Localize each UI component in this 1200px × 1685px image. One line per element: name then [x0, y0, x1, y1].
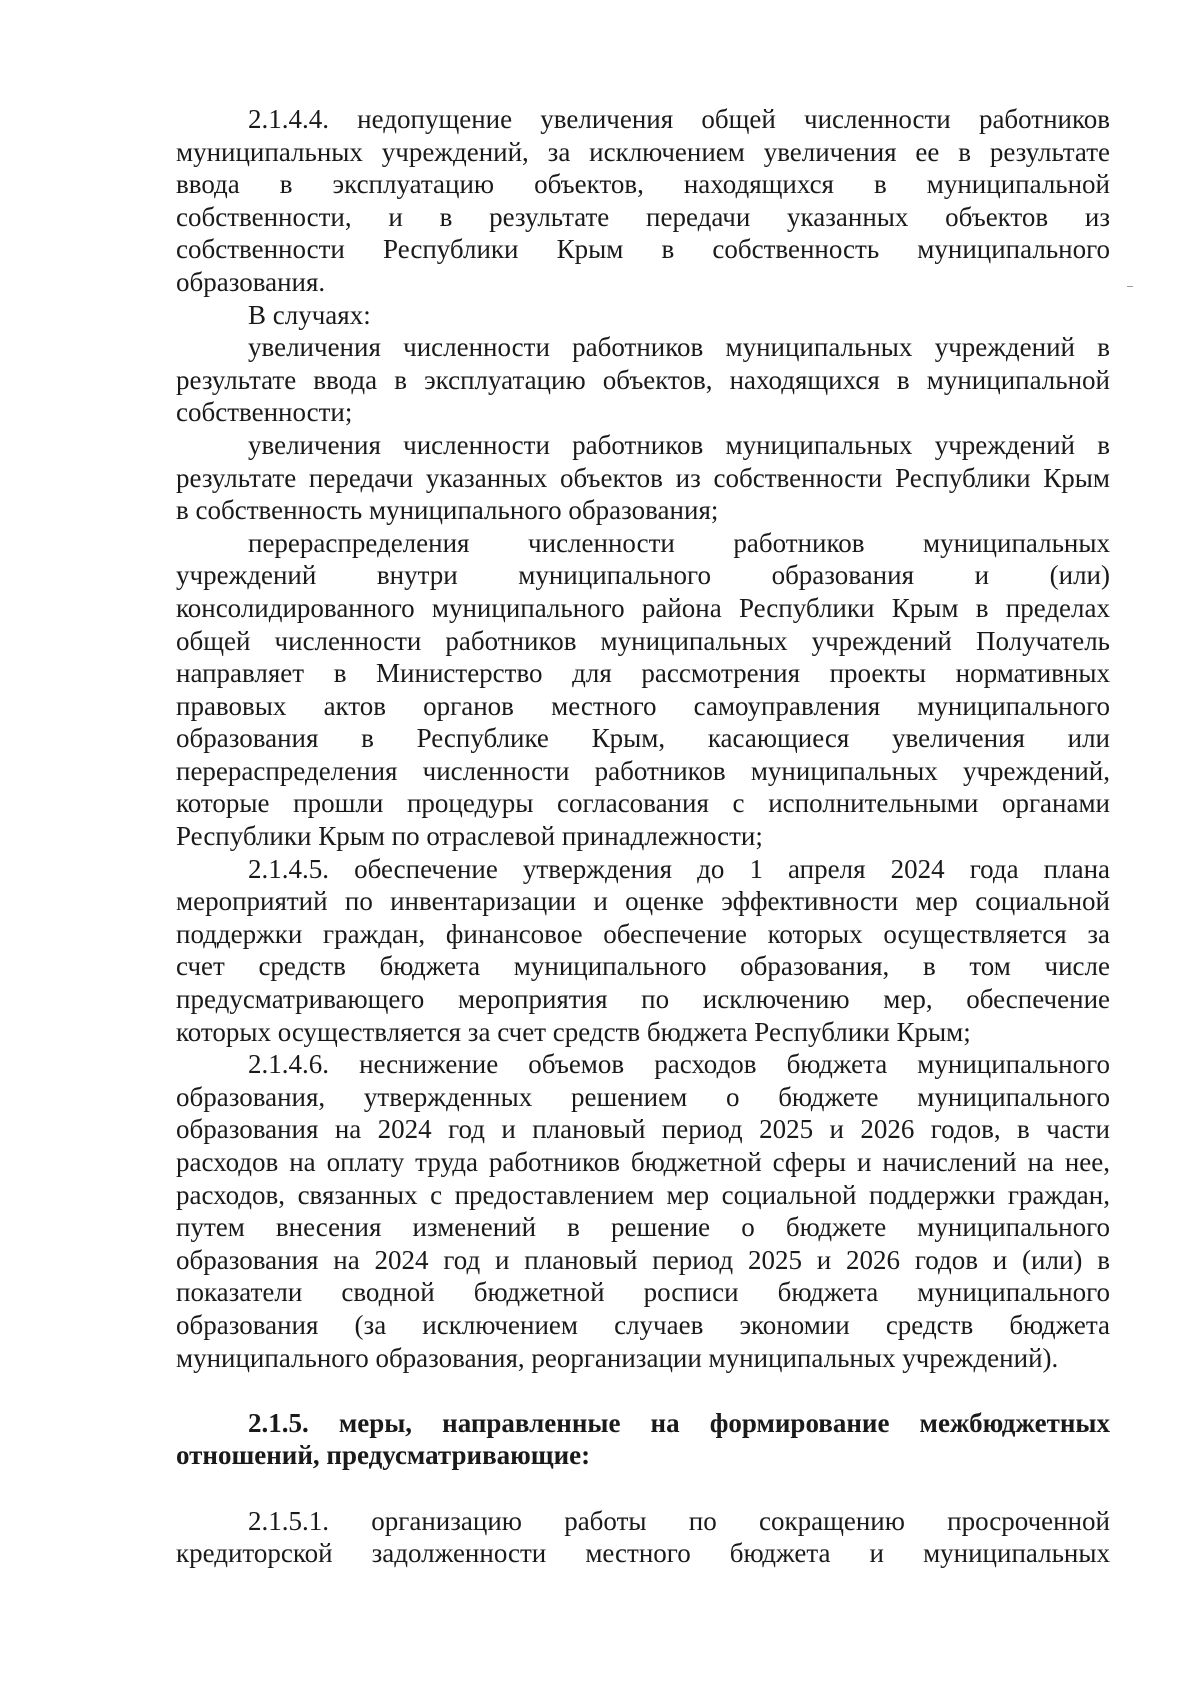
- text-line: ввода в эксплуатацию объектов, находящихся в муниципальной: [176, 169, 1110, 200]
- paragraph-spacer: [176, 1374, 1110, 1407]
- text-line: увеличения численности работников муниципальных учреждений в: [248, 332, 1110, 363]
- text-line: перераспределения численности работников муниципальных учреждений,: [176, 755, 1110, 786]
- text-line: предусматривающего мероприятия по исключению мер, обеспечение: [176, 984, 1110, 1015]
- text-line: Республики Крым по отраслевой принадлежности;: [176, 821, 763, 852]
- text-line: счет средств бюджета муниципального образования, в том числе: [176, 951, 1110, 982]
- scan-margin-mark: [1127, 286, 1133, 287]
- text-line: которых осуществляется за счет средств бюджета Республики Крым;: [176, 1016, 971, 1047]
- text-line: расходов на оплату труда работников бюджетной сферы и начислений на нее,: [176, 1147, 1110, 1177]
- text-line: результате ввода в эксплуатацию объектов, находящихся в муниципальной: [176, 364, 1110, 395]
- paragraph-case-2: [176, 429, 1110, 527]
- text-line: муниципального образования, реорганизации муниципальных учреждений).: [176, 1342, 1059, 1373]
- text-line: мероприятий по инвентаризации и оценке эффективности мер социальной: [176, 886, 1110, 917]
- text-line: показатели сводной бюджетной росписи бюджета муниципального: [176, 1277, 1110, 1308]
- paragraph-2-1-5-1: [176, 1505, 1110, 1570]
- heading-line: 2.1.5. меры, направленные на формирование межбюджетных: [248, 1407, 1110, 1438]
- text-line: перераспределения численности работников муниципальных: [248, 527, 1110, 558]
- text-line: увеличения численности работников муниципальных учреждений в: [248, 429, 1110, 460]
- paragraph-case-1: [176, 331, 1110, 429]
- paragraph-case-3: [176, 527, 1110, 853]
- text-line: направляет в Министерство для рассмотрения проекты нормативных: [176, 658, 1110, 689]
- text-line: консолидированного муниципального района Республики Крым в пределах: [176, 592, 1110, 623]
- paragraph-spacer: [176, 1472, 1110, 1505]
- text-line: поддержки граждан, финансовое обеспечение которых осуществляется за: [176, 918, 1110, 949]
- text-line: В случаях:: [248, 299, 371, 330]
- text-line: образования на 2024 год и плановый период 2025 и 2026 годов и (или) в: [176, 1244, 1110, 1275]
- text-line: образования на 2024 год и плановый период 2025 и 2026 годов, в части: [176, 1114, 1110, 1145]
- paragraph-2-1-4-6: [176, 1048, 1110, 1374]
- text-line: собственности, и в результате передачи указанных объектов из: [176, 201, 1110, 232]
- text-line: в собственность муниципального образования;: [176, 495, 719, 526]
- heading-line: отношений, предусматривающие:: [176, 1440, 591, 1471]
- text-line: 2.1.5.1. организацию работы по сокращению просроченной: [248, 1505, 1110, 1536]
- paragraph-cases-intro: [176, 299, 1110, 332]
- text-line: образования в Республике Крым, касающиеся увеличения или: [176, 723, 1110, 754]
- text-line: путем внесения изменений в решение о бюджете муниципального: [176, 1212, 1110, 1243]
- text-line: образования.: [176, 266, 326, 297]
- paragraph-2-1-4-5: [176, 853, 1110, 1049]
- text-line: собственности;: [176, 397, 353, 428]
- text-line: муниципальных учреждений, за исключением увеличения ее в результате: [176, 136, 1110, 167]
- text-line: учреждений внутри муниципального образования и (или): [176, 560, 1110, 591]
- text-line: расходов, связанных с предоставлением мер социальной поддержки граждан,: [176, 1179, 1110, 1210]
- document-body: [176, 103, 1110, 1570]
- text-line: образования, утвержденных решением о бюджете муниципального: [176, 1081, 1110, 1112]
- text-line: кредиторской задолженности местного бюджета и муниципальных: [176, 1538, 1110, 1569]
- text-line: образования (за исключением случаев экономии средств бюджета: [176, 1309, 1110, 1340]
- text-line: правовых актов органов местного самоуправления муниципального: [176, 690, 1110, 721]
- text-line: 2.1.4.4. недопущение увеличения общей численности работников: [248, 104, 1110, 134]
- section-heading-2-1-5: [176, 1407, 1110, 1472]
- text-line: которые прошли процедуры согласования с исполнительными органами: [176, 788, 1110, 819]
- text-line: общей численности работников муниципальных учреждений Получатель: [176, 625, 1110, 656]
- text-line: собственности Республики Крым в собственность муниципального: [176, 234, 1110, 265]
- text-line: результате передачи указанных объектов из собственности Республики Крым: [176, 462, 1110, 493]
- text-line: 2.1.4.6. неснижение объемов расходов бюджета муниципального: [248, 1049, 1110, 1080]
- text-line: 2.1.4.5. обеспечение утверждения до 1 апреля 2024 года плана: [248, 853, 1110, 884]
- paragraph-2-1-4-4: [176, 103, 1110, 299]
